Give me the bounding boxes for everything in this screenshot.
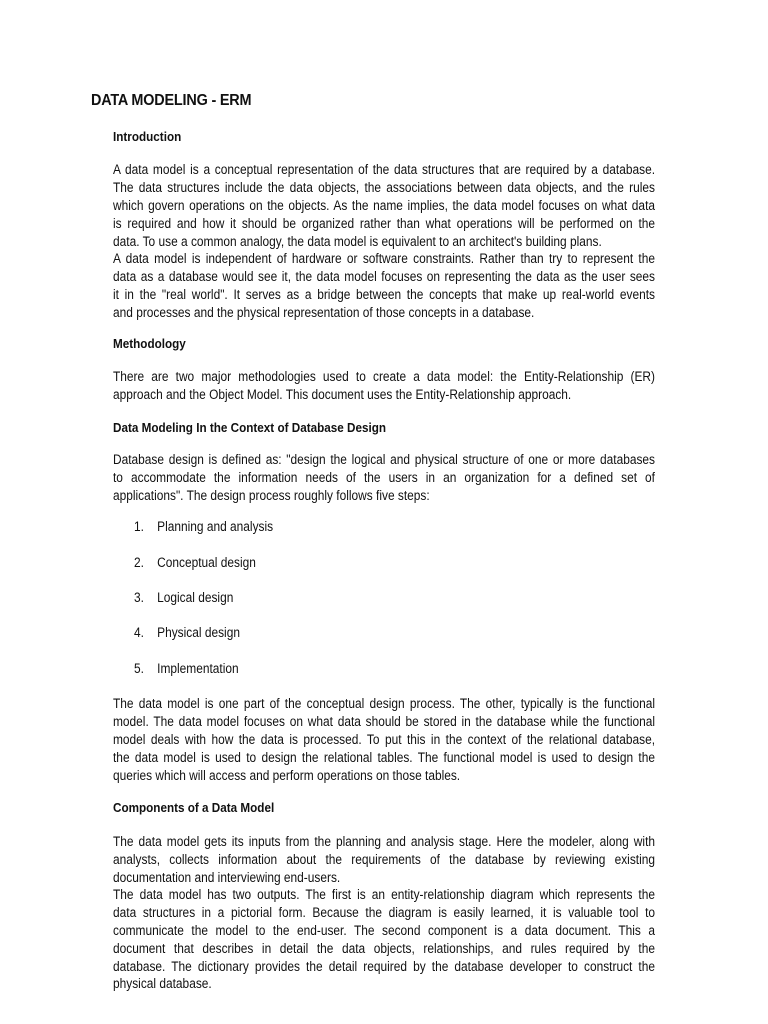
text-line: it in the "real world". It serves as a bridge between the concepts that make up real-world events [113,286,656,302]
list-number: 5. [134,661,144,676]
text-line: The data model gets its inputs from the planning and analysis stage. Here the modeler, along with [113,834,656,849]
text-line: database. The dictionary provides the detail required by the database developer to construct the [113,958,656,974]
paragraph-components-2 [113,886,655,993]
text-line: data. To use a common analogy, the data model is equivalent to an architect's building plans. [113,233,602,249]
text-line: model deals with how the data is processed. To put this in the context of the relational database, [113,731,656,747]
paragraph-database-design [113,451,655,505]
list-number: 3. [134,590,144,605]
text-line: data as a database would see it, the data model focuses on representing the data as the user sees [113,268,656,284]
list-item [134,625,240,640]
list-label: Conceptual design [157,555,256,570]
text-line: documentation and interviewing end-users. [113,869,341,885]
paragraph-introduction-2 [113,250,655,322]
list-number: 2. [134,555,144,570]
text-line: communicate the model to the end-user. The second component is a data document. This a [113,922,656,938]
text-line: applications". The design process roughly follows five steps: [113,487,430,503]
text-line: data structures in a pictorial form. Because the diagram is easily learned, it is valuable tool to [113,904,656,920]
text-line: queries which will access and perform operations on those tables. [113,767,461,783]
paragraph-introduction-1 [113,161,655,250]
list-label: Logical design [157,590,234,605]
text-line: The data model is one part of the conceptual design process. The other, typically is the functional [113,696,656,711]
text-line: approach and the Object Model. This document uses the Entity-Relationship approach. [113,386,572,402]
text-line: and processes and the physical representation of those concepts in a database. [113,304,535,320]
text-line: analysts, collects information about the requirements of the database by reviewing existing [113,851,656,867]
document-title: DATA MODELING - ERM [91,92,252,109]
text-line: to accommodate the information needs of the users in an organization for a defined set of [113,469,656,485]
text-line: There are two major methodologies used to create a data model: the Entity-Relationship (ER) [113,369,656,384]
heading-components: Components of a Data Model [113,800,275,815]
list-label: Physical design [157,625,240,640]
list-item [134,590,233,605]
heading-introduction: Introduction [113,129,182,144]
list-number: 1. [134,519,144,534]
text-line: is required and how it should be organized rather than what operations will be performed on the [113,215,656,231]
text-line: physical database. [113,976,212,992]
text-line: the data model is used to design the relational tables. The functional model is used to design the [113,749,656,765]
heading-methodology: Methodology [113,336,186,351]
text-line: which govern operations on the objects. As the name implies, the data model focuses on what data [113,197,656,213]
text-line: document that describes in detail the data objects, relationships, and rules required by the [113,940,656,956]
paragraph-components-1 [113,833,655,887]
text-line: The data model has two outputs. The first is an entity-relationship diagram which represents the [113,887,656,902]
list-label: Planning and analysis [157,519,274,534]
text-line: A data model is independent of hardware or software constraints. Rather than try to represent the [113,251,656,266]
text-line: model. The data model focuses on what data should be stored in the database while the functional [113,713,656,729]
paragraph-functional-model [113,695,655,784]
list-label: Implementation [157,661,239,676]
paragraph-methodology [113,368,655,404]
list-item [134,661,239,676]
heading-database-design: Data Modeling In the Context of Database Design [113,420,387,435]
list-item [134,519,273,534]
list-number: 4. [134,625,144,640]
text-line: Database design is defined as: "design the logical and physical structure of one or more databases [113,452,656,467]
text-line: The data structures include the data objects, the associations between data objects, and the rules [113,179,656,195]
text-line: A data model is a conceptual representation of the data structures that are required by a database. [113,162,656,177]
list-item [134,555,256,570]
